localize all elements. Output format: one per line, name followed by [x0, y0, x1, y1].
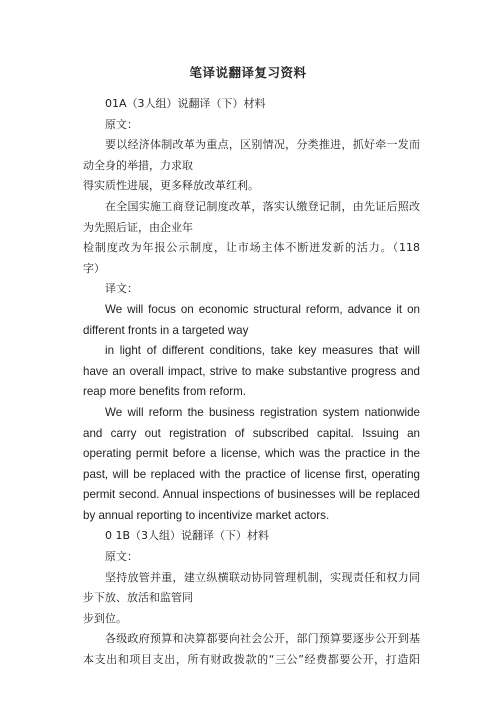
- text-line: 动全身的举措，力求取: [83, 158, 193, 172]
- text-line: by annual reporting to incentivize market actors.: [83, 508, 330, 522]
- text-line: in light of different conditions, take key measures that will: [105, 344, 420, 358]
- document-title: 笔译说翻译复习资料: [189, 65, 307, 80]
- text-line: 在全国实施工商登记制度改革，落实认缴登记制，由先证后照改: [105, 199, 420, 213]
- text-line: 本支出和项目支出，所有财政拨款的“三公”经费都要公开，打造阳: [83, 653, 420, 667]
- document-body: [83, 94, 420, 671]
- source-label: 原文：: [105, 550, 138, 564]
- text-line: 步下放、放活和监管同: [83, 591, 193, 605]
- section-heading-01b: 0 1B（3人组）说翻译（下）材料: [105, 529, 270, 543]
- text-line: have an overall impact, strive to make substantive progress and: [83, 364, 420, 378]
- text-line: 得实质性进展，更多释放改革红利。: [83, 179, 259, 193]
- text-line: and carry out registration of subscribed capital. Issuing an: [83, 426, 420, 440]
- text-line: permit second. Annual inspections of businesses will be replaced: [83, 488, 420, 502]
- text-line: 字）: [83, 261, 105, 275]
- text-line: 坚持放管并重，建立纵横联动协同管理机制，实现责任和权力同: [105, 570, 420, 584]
- text-line: We will reform the business registration system nationwide: [105, 405, 420, 419]
- text-line: 要以经济体制改革为重点，区别情况，分类推进，抓好牵一发而: [105, 138, 420, 152]
- translation-label: 译文：: [105, 282, 138, 296]
- text-line: past, will be replaced with the practice of license first, operating: [83, 467, 420, 481]
- source-label: 原文：: [105, 117, 138, 131]
- text-line: We will focus on economic structural reform, advance it on: [105, 302, 420, 316]
- text-line: different fronts in a targeted way: [83, 323, 249, 337]
- text-line: reap more benefits from reform.: [83, 385, 247, 399]
- text-line: 各级政府预算和决算都要向社会公开，部门预算要逐步公开到基: [105, 632, 420, 646]
- text-line: 检制度改为年报公示制度，让市场主体不断迸发新的活力。（118: [83, 241, 420, 255]
- text-line: 步到位。: [83, 611, 127, 625]
- text-line: operating permit before a license, which was the practice in the: [83, 447, 420, 461]
- section-heading-01a: 01A（3人组）说翻译（下）材料: [105, 97, 266, 110]
- text-line: 为先照后证，由企业年: [83, 220, 193, 234]
